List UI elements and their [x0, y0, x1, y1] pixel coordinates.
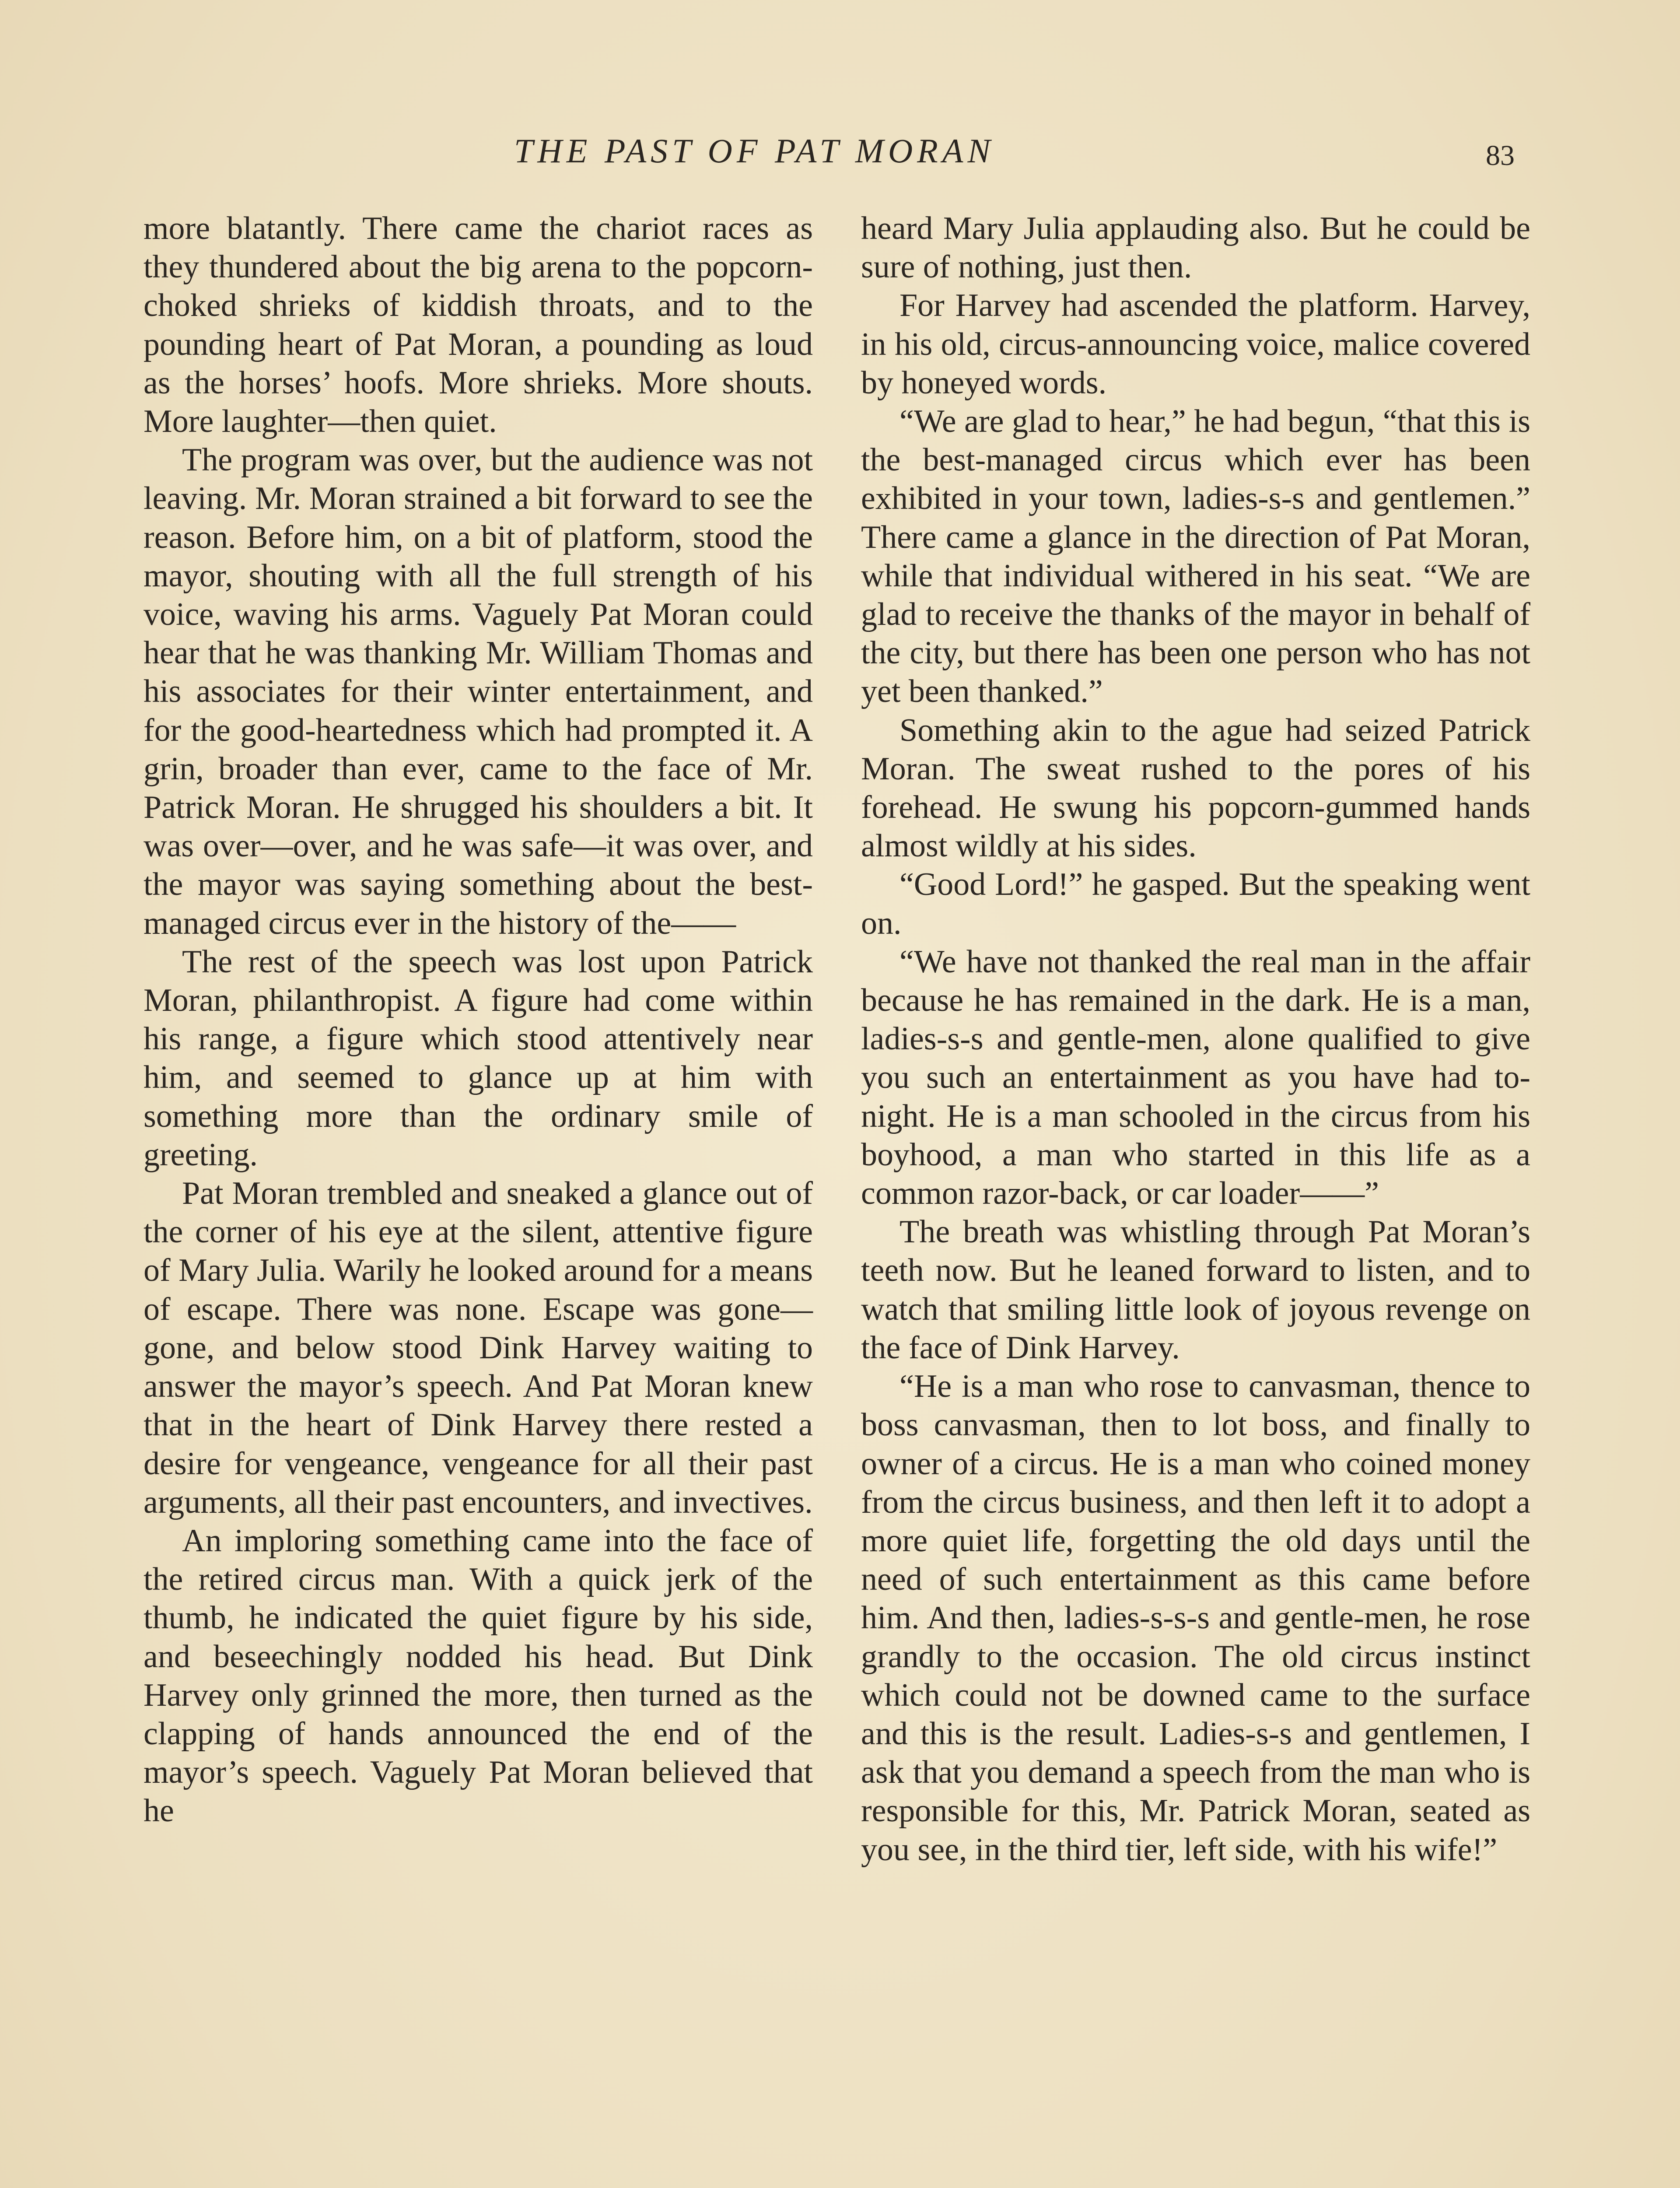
paragraph: Something akin to the ague had seized Patrick Moran. The sweat rushed to the pores of his forehead. He swung his popcorn-gummed hands almost wildly at his sides.	[861, 712, 1530, 864]
running-title: THE PAST OF PAT MORAN	[514, 132, 995, 170]
paragraph: heard Mary Julia applauding also. But he could be sure of nothing, just then.	[861, 210, 1530, 285]
paragraph: “We have not thanked the real man in the affair because he has remained in the dark. He is a man, ladies-s-s and gentle-men, alone qualified to give you such an entertainment as you have had to-night. He is a man schooled in the circus from his boyhood, a man who started in this life as a common razor-back, or car loader——”	[861, 943, 1530, 1212]
left-column	[144, 209, 813, 1830]
paragraph: For Harvey had ascended the platform. Harvey, in his old, circus-announcing voice, malice covered by honeyed words.	[861, 288, 1530, 401]
paragraph: An imploring something came into the face of the retired circus man. With a quick jerk of the thumb, he indicated the quiet figure by his side, and beseechingly nodded his head. But Dink Harvey only grinned the more, then turned as the clapping of hands announced the end of the mayor’s speech. Vaguely Pat Moran believed that he	[144, 1522, 813, 1829]
right-column	[861, 209, 1530, 1869]
paragraph: “We are glad to hear,” he had begun, “that this is the best-managed circus which ever has been exhibited in your town, ladies-s-s and gentlemen.” There came a glance in the direction of Pat Moran, while that individual withered in his seat. “We are glad to receive the thanks of the mayor in behalf of the city, but there has been one person who has not yet been thanked.”	[861, 403, 1530, 710]
paragraph: Pat Moran trembled and sneaked a glance out of the corner of his eye at the silent, attentive figure of Mary Julia. Warily he looked around for a means of escape. There was none. Escape was gone—gone, and below stood Dink Harvey waiting to answer the mayor’s speech. And Pat Moran knew that in the heart of Dink Harvey there rested a desire for vengeance, vengeance for all their past arguments, all their past encounters, and invectives.	[144, 1175, 813, 1520]
paragraph: “He is a man who rose to canvasman, thence to boss canvasman, then to lot boss, and finally to owner of a circus. He is a man who coined money from the circus business, and then left it to adopt a more quiet life, forgetting the old days until the need of such entertainment as this came before him. And then, ladies-s-s-s and gentle-men, he rose grandly to the occasion. The old circus instinct which could not be downed came to the surface and this is the result. Ladies-s-s and gentlemen, I ask that you demand a speech from the man who is responsible for this, Mr. Patrick Moran, seated as you see, in the third tier, left side, with his wife!”	[861, 1368, 1530, 1868]
paragraph: The breath was whistling through Pat Moran’s teeth now. But he leaned forward to listen, and to watch that smiling little look of joyous revenge on the face of Dink Harvey.	[861, 1214, 1530, 1366]
paragraph: more blatantly. There came the chariot races as they thundered about the big arena to the popcorn-choked shrieks of kiddish throats, and to the pounding heart of Pat Moran, a pounding as loud as the horses’ hoofs. More shrieks. More shouts. More laughter—then quiet.	[144, 210, 813, 440]
page-number: 83	[1486, 140, 1515, 172]
paragraph: The rest of the speech was lost upon Patrick Moran, philanthropist. A figure had come within his range, a figure which stood attentively near him, and seemed to glance up at him with something more than the ordinary smile of greeting.	[144, 943, 813, 1173]
paragraph: The program was over, but the audience was not leaving. Mr. Moran strained a bit forward to see the reason. Before him, on a bit of platform, stood the mayor, shouting with all the full strength of his voice, waving his arms. Vaguely Pat Moran could hear that he was thanking Mr. William Thomas and his associates for their winter entertainment, and for the good-heartedness which had prompted it. A grin, broader than ever, came to the face of Mr. Patrick Moran. He shrugged his shoulders a bit. It was over—over, and he was safe—it was over, and the mayor was saying something about the best-managed circus ever in the history of the——	[144, 442, 813, 941]
paragraph: “Good Lord!” he gasped. But the speaking went on.	[861, 866, 1530, 941]
